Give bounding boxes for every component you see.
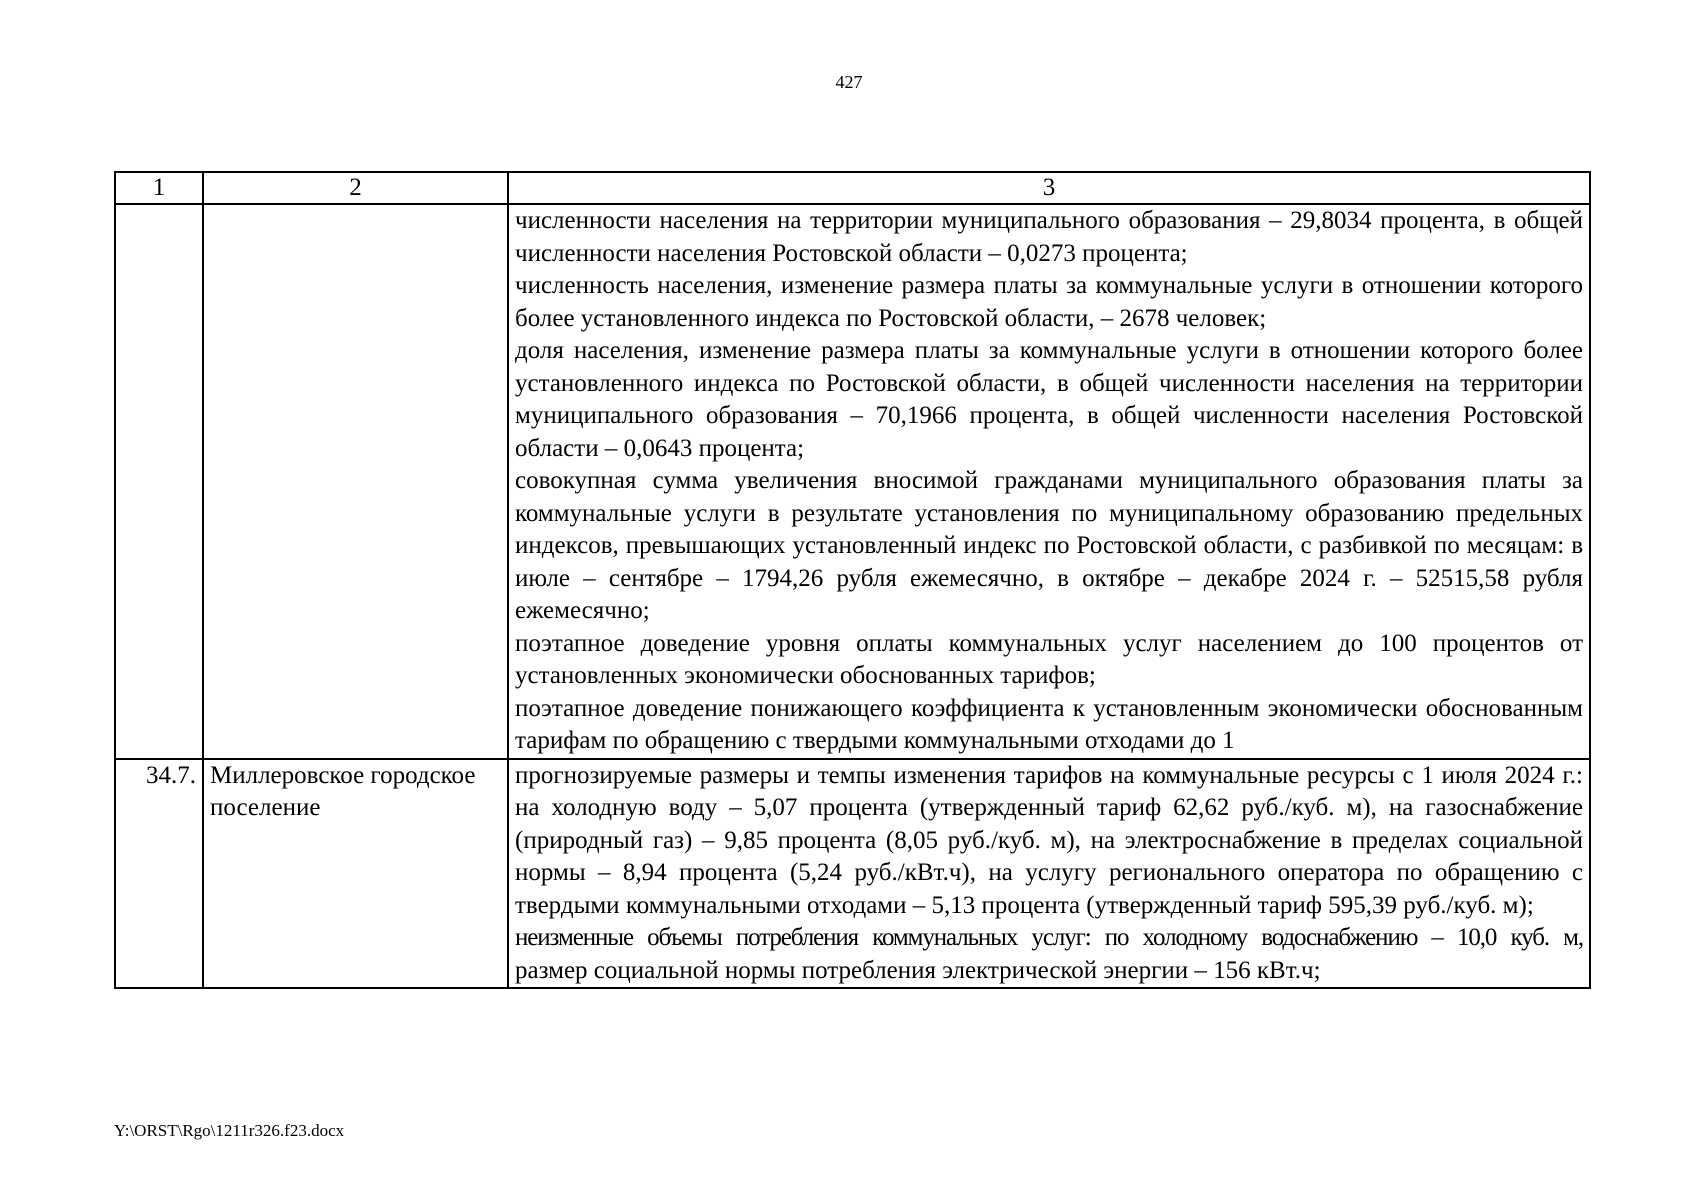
footer-file-path: Y:\ORST\Rgo\1211r326.f23.docx: [114, 1121, 345, 1140]
document-table: [114, 171, 1591, 989]
paragraph: доля населения, изменение размера платы за коммунальные услуги в отношении которого более установленного индекса по Ростовской области, в общей численности населения на территории муниципального образования – 70,1966 процента, в общей численности населения Ростовской области – 0,0643 процента;: [515, 337, 1583, 462]
row-description: [508, 759, 1590, 989]
paragraph: численности населения на территории муниципального образования – 29,8034 процента, в общей численности населения Ростовской области – 0,0273 процента;: [515, 207, 1583, 267]
column-header-2: 2: [203, 172, 508, 204]
table-row: [115, 204, 1590, 759]
paragraph: совокупная сумма увеличения вносимой гражданами муниципального образования платы за коммунальные услуги в результате установления по муниципальному образованию предельных индексов, превышающих установленный индекс по Ростовской области, с разбивкой по месяцам: в июле – сентябре – 1794,26 рубля ежемесячно, в октябре – декабре 2024 г. – 52515,58 рубля ежемесячно;: [515, 467, 1583, 624]
paragraph: численность населения, изменение размера платы за коммунальные услуги в отношении которого более установленного индекса по Ростовской области, – 2678 человек;: [515, 272, 1583, 332]
row-number: 34.7.: [115, 759, 203, 989]
column-header-1: 1: [115, 172, 203, 204]
municipality-name: [203, 204, 508, 759]
table-row: [115, 759, 1590, 989]
row-number: [115, 204, 203, 759]
paragraph: неизменные объемы потребления коммунальных услуг: по холодному водоснабжению – 10,0 куб. м,: [515, 924, 1583, 951]
paragraph: поэтапное доведение понижающего коэффициента к установленным экономически обоснованным тарифам по обращению с твердыми коммунальными отходами до 1: [515, 694, 1583, 754]
paragraph: прогнозируемые размеры и темпы изменения тарифов на коммунальные ресурсы с 1 июля 2024 г.: на холодную воду – 5,07 процента (утвержденный тариф 62,62 руб./куб. м), на газоснабжение (природный газ) – 9,85 процента (8,05 руб./куб. м), на электроснабжение в пределах социальной нормы – 8,94 процента (5,24 руб./кВт.ч), на услугу регионального оператора по обращению с твердыми коммунальными отходами – 5,13 процента (утвержденный тариф 595,39 руб./куб. м);: [515, 761, 1583, 919]
municipality-name: Миллеровское городское поселение: [203, 759, 508, 989]
paragraph: поэтапное доведение уровня оплаты коммунальных услуг населением до 100 процентов от установленных экономически обоснованных тарифов;: [515, 629, 1583, 689]
table-header-row: [115, 172, 1590, 204]
row-description: [508, 204, 1590, 759]
page-number: 427: [835, 72, 863, 92]
column-header-3: 3: [508, 172, 1590, 204]
paragraph: размер социальной нормы потребления электрической энергии – 156 кВт.ч;: [515, 956, 1321, 984]
